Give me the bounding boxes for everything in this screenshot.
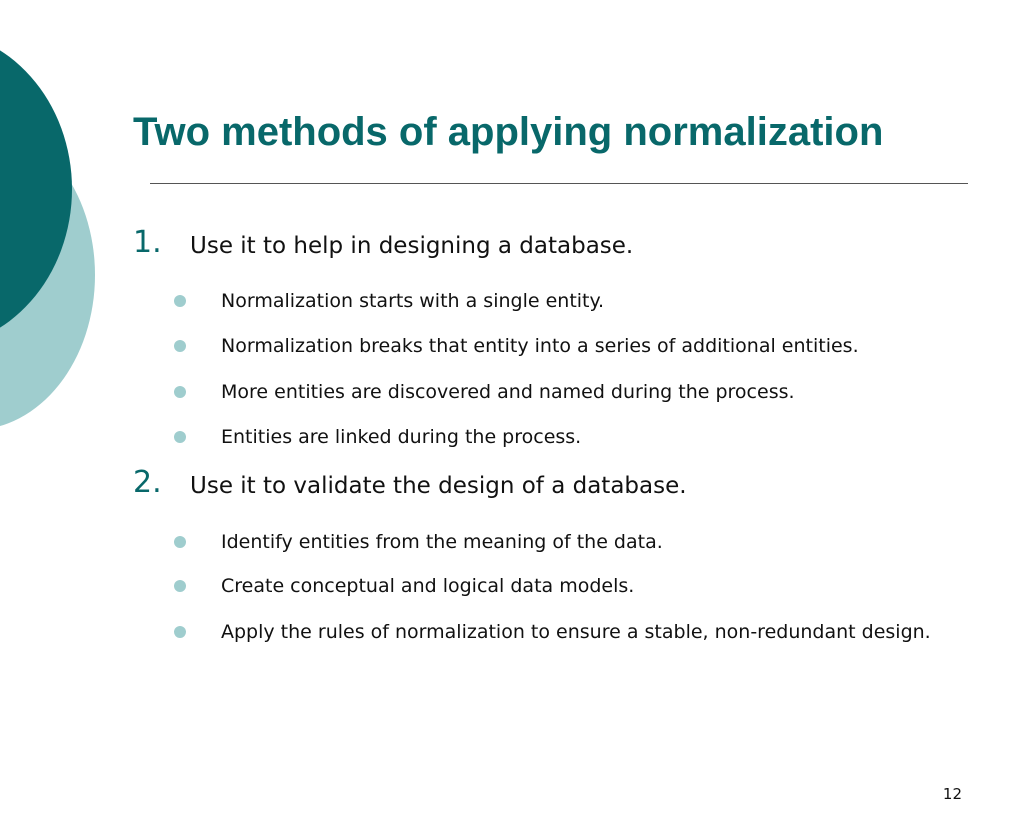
section-2-bullet-3: Apply the rules of normalization to ensure a stable, non-redundant design. <box>221 621 931 643</box>
slide-title: Two methods of applying normalization <box>133 110 884 154</box>
bullet-dot-icon <box>174 536 186 548</box>
section-1-bullet-3: More entities are discovered and named during the process. <box>221 381 795 403</box>
section-1-bullet-4: Entities are linked during the process. <box>221 426 582 448</box>
page-number: 12 <box>942 785 962 803</box>
bullet-dot-icon <box>174 626 186 638</box>
section-2-number: 2. <box>133 465 162 500</box>
bullet-dot-icon <box>174 295 186 307</box>
bullet-dot-icon <box>174 340 186 352</box>
section-2-bullet-1: Identify entities from the meaning of the data. <box>221 531 663 553</box>
section-1-text: Use it to help in designing a database. <box>190 233 634 259</box>
section-1-bullet-2: Normalization breaks that entity into a series of additional entities. <box>221 335 859 357</box>
section-2-text: Use it to validate the design of a database. <box>190 473 687 499</box>
section-1-bullet-1: Normalization starts with a single entity. <box>221 290 605 312</box>
bullet-dot-icon <box>174 386 186 398</box>
bullet-dot-icon <box>174 580 186 592</box>
section-1-number: 1. <box>133 225 162 260</box>
section-2-bullet-2: Create conceptual and logical data models. <box>221 575 635 597</box>
bullet-dot-icon <box>174 431 186 443</box>
